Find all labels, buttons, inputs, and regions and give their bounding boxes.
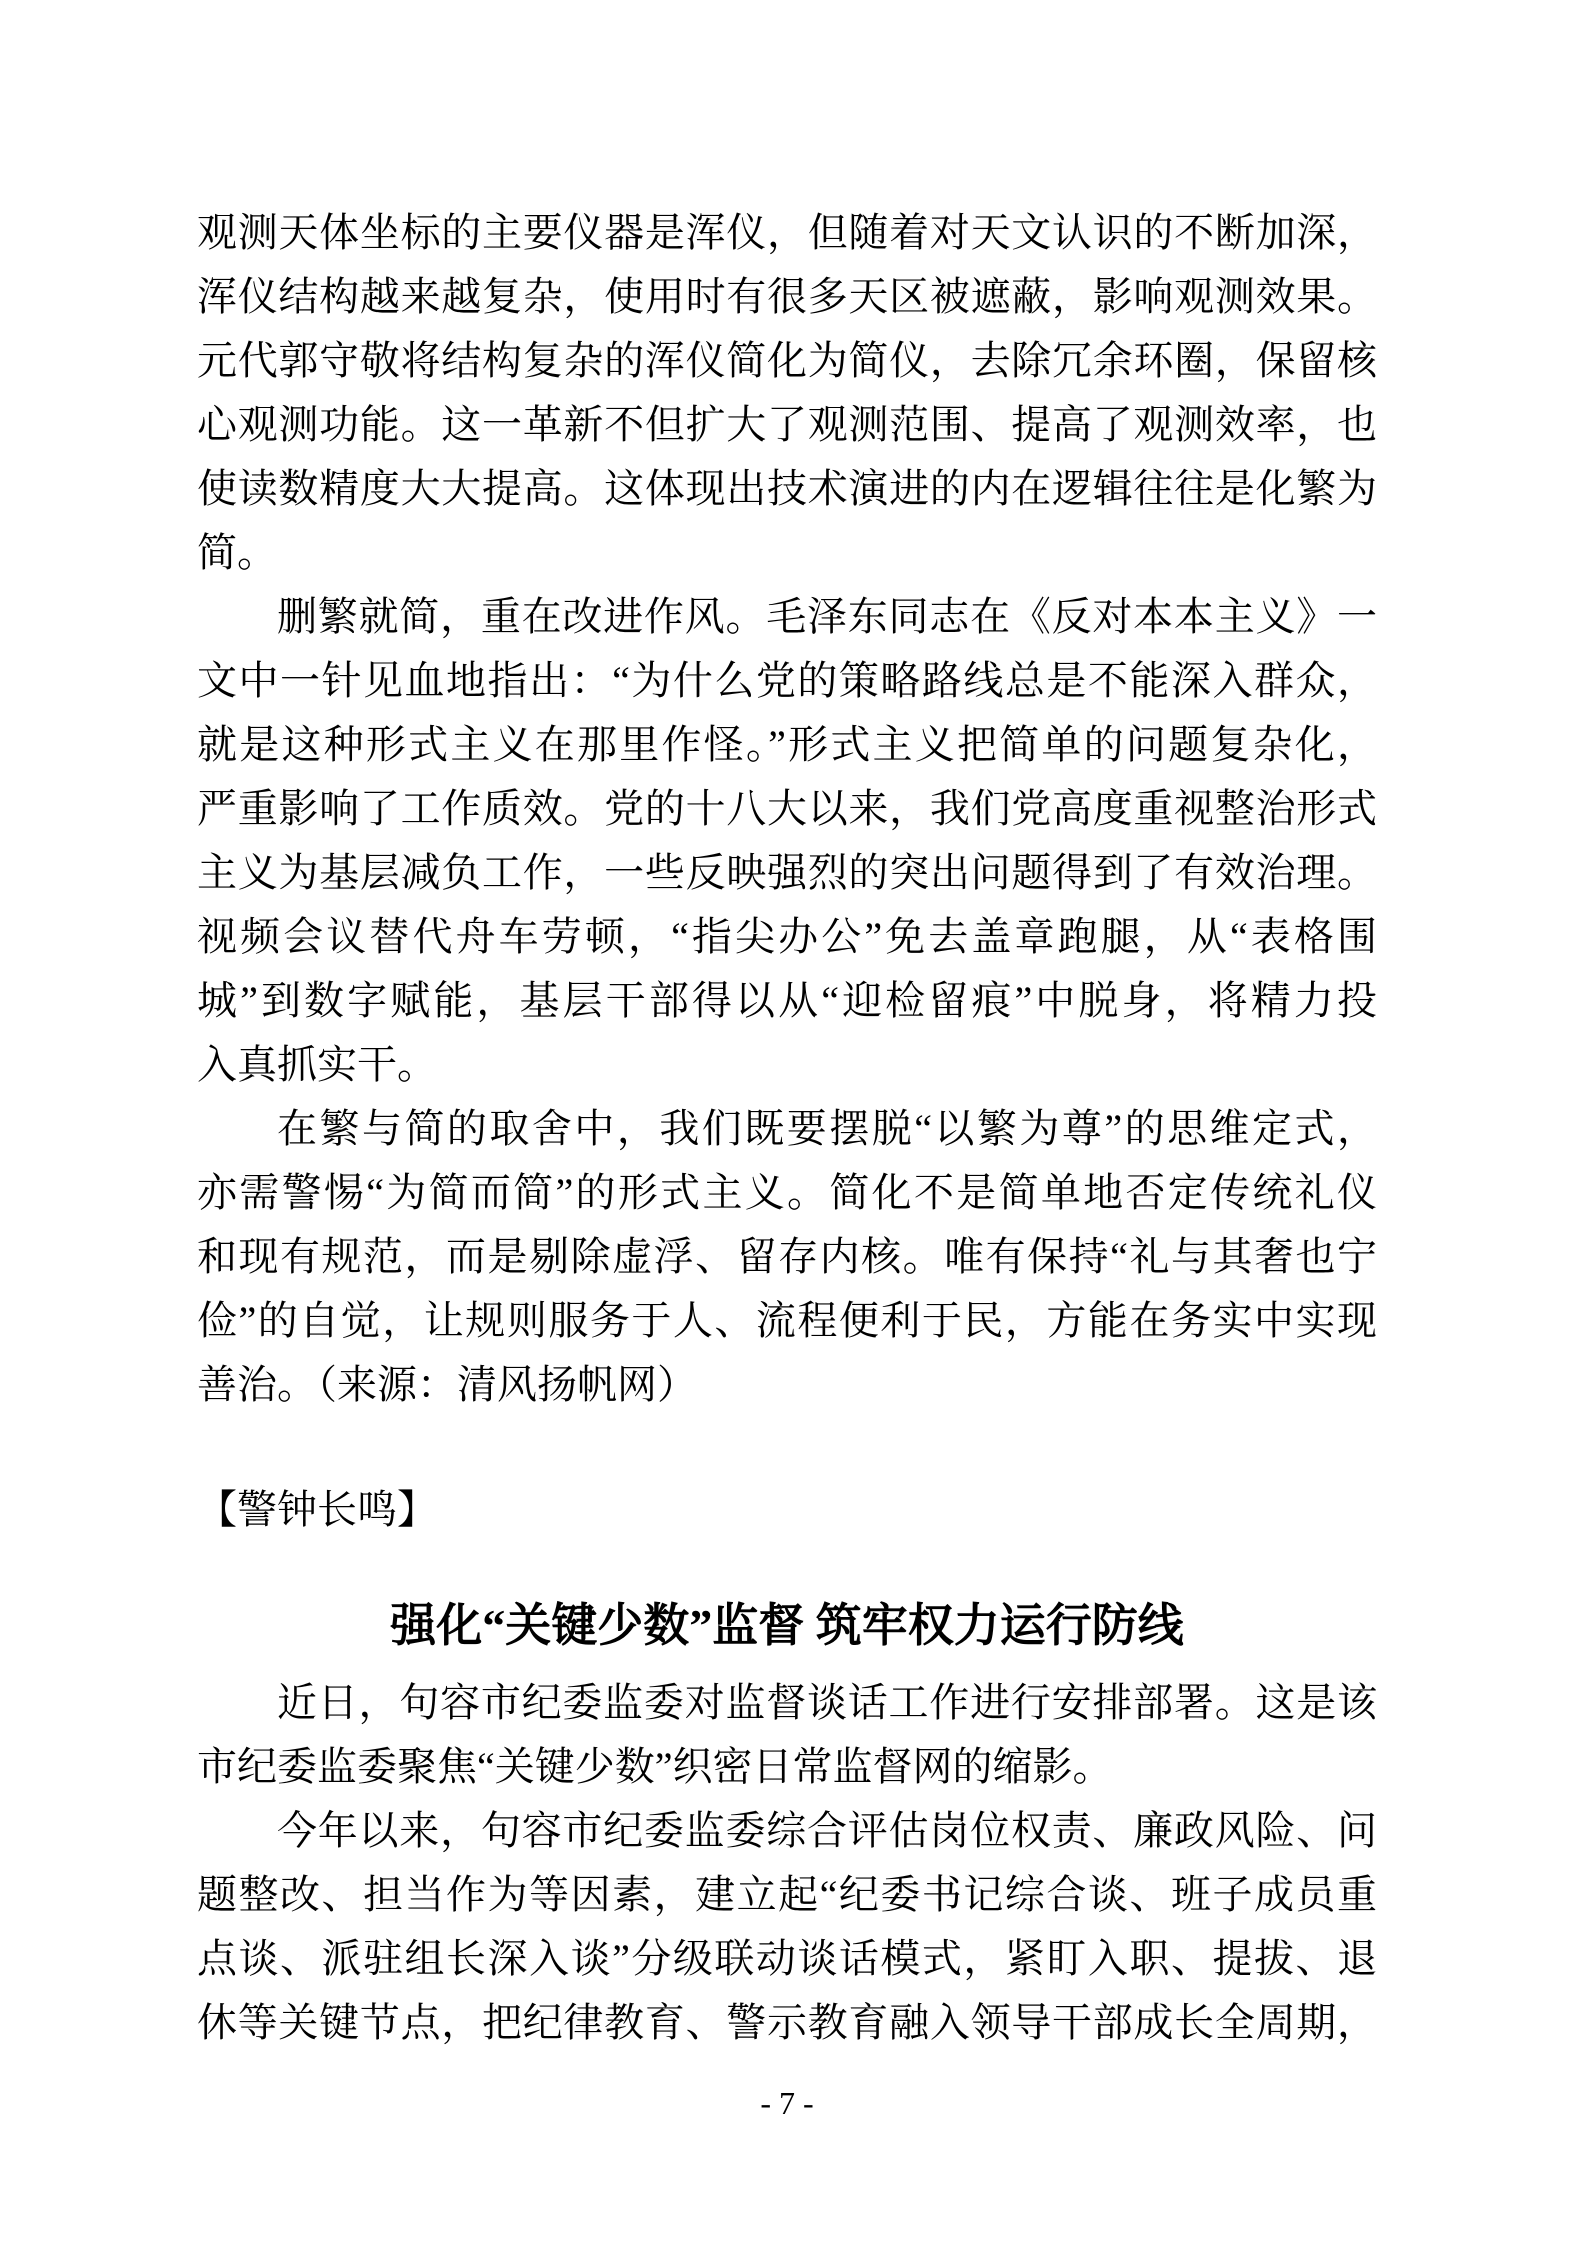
paragraph-simplicity-balance	[197, 1097, 1377, 1417]
body-line: 视频会议替代舟车劳顿，“指尖办公”免去盖章跑腿，从“表格围	[197, 914, 1377, 959]
body-line: 在繁与简的取舍中，我们既要摆脱“以繁为尊”的思维定式，	[277, 1106, 1377, 1151]
body-line: 今年以来，句容市纪委监委综合评估岗位权责、廉政风险、问	[277, 1808, 1377, 1853]
body-line: 入真抓实干。	[197, 1042, 437, 1087]
body-line: 善治。（来源：清风扬帆网）	[197, 1362, 697, 1407]
body-line: 俭”的自觉，让规则服务于人、流程便利于民，方能在务实中实现	[197, 1298, 1377, 1343]
body-line: 元代郭守敬将结构复杂的浑仪简化为简仪，去除冗余环圈，保留核	[197, 338, 1377, 383]
paragraph-work-style	[197, 585, 1377, 1097]
body-line: 浑仪结构越来越复杂，使用时有很多天区被遮蔽，影响观测效果。	[197, 274, 1377, 319]
body-line: 严重影响了工作质效。党的十八大以来，我们党高度重视整治形式	[197, 786, 1377, 831]
body-line: 主义为基层减负工作，一些反映强烈的突出问题得到了有效治理。	[197, 850, 1377, 895]
body-line: 心观测功能。这一革新不但扩大了观测范围、提高了观测效率，也	[197, 402, 1377, 447]
paragraph-instrument-history	[197, 201, 1377, 585]
body-line: 简。	[197, 530, 277, 575]
body-line: 近日，句容市纪委监委对监督谈话工作进行安排部署。这是该	[277, 1680, 1377, 1725]
paragraph-supervision-measures	[197, 1799, 1377, 2055]
body-line: 观测天体坐标的主要仪器是浑仪，但随着对天文认识的不断加深，	[197, 210, 1377, 255]
body-line: 使读数精度大大提高。这体现出技术演进的内在逻辑往往是化繁为	[197, 466, 1377, 511]
body-line: 题整改、担当作为等因素，建立起“纪委书记综合谈、班子成员重	[197, 1872, 1377, 1917]
body-line: 亦需警惕“为简而简”的形式主义。简化不是简单地否定传统礼仪	[197, 1170, 1377, 1215]
body-line: 就是这种形式主义在那里作怪。”形式主义把简单的问题复杂化，	[197, 722, 1377, 767]
body-line: 休等关键节点，把纪律教育、警示教育融入领导干部成长全周期，	[197, 2000, 1377, 2045]
body-line: 文中一针见血地指出：“为什么党的策略路线总是不能深入群众，	[197, 658, 1377, 703]
article-title: 强化“关键少数”监督 筑牢权力运行防线	[390, 1600, 1184, 1651]
section-marker: 【警钟长鸣】	[197, 1487, 437, 1532]
page-number: - 7 -	[760, 2085, 814, 2121]
paragraph-supervision-intro	[197, 1671, 1377, 1799]
body-line: 点谈、派驻组长深入谈”分级联动谈话模式，紧盯入职、提拔、退	[197, 1936, 1377, 1981]
body-line: 删繁就简，重在改进作风。毛泽东同志在《反对本本主义》一	[277, 594, 1377, 639]
body-line: 城”到数字赋能，基层干部得以从“迎检留痕”中脱身，将精力投	[197, 978, 1377, 1023]
body-line: 市纪委监委聚焦“关键少数”织密日常监督网的缩影。	[197, 1744, 1113, 1789]
body-line: 和现有规范，而是剔除虚浮、留存内核。唯有保持“礼与其奢也宁	[197, 1234, 1377, 1279]
